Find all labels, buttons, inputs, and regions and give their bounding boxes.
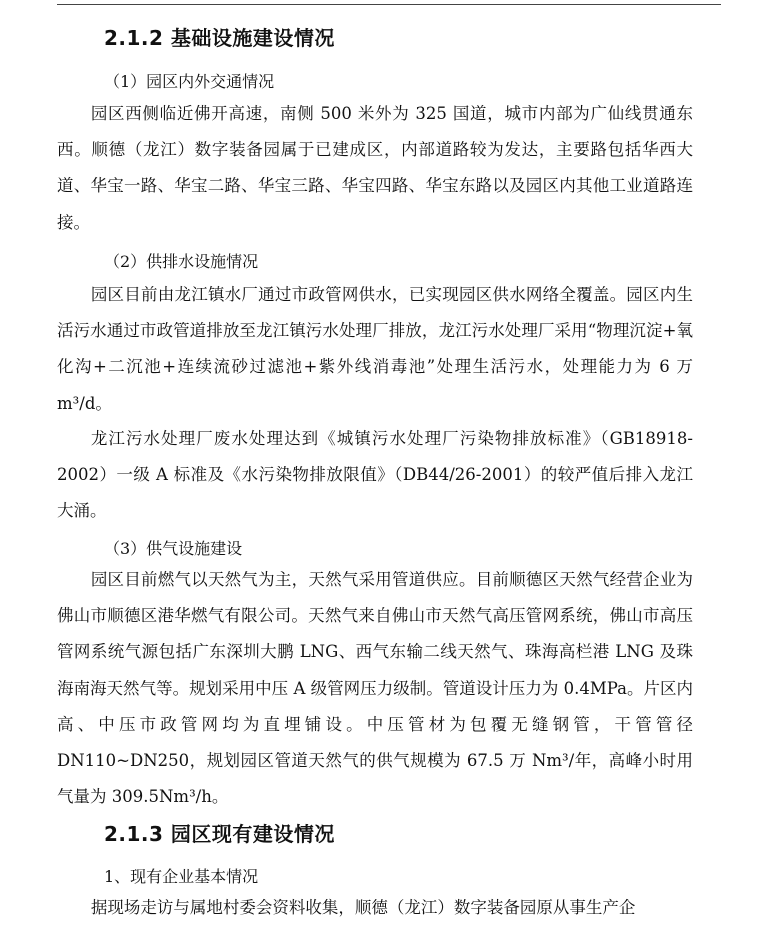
section-2-1-2-title: 2.1.2 基础设施建设情况: [104, 26, 335, 50]
enterprise-heading: 1、现有企业基本情况: [104, 867, 259, 886]
gas-heading: （3）供气设施建设: [104, 539, 243, 558]
water-paragraph-2: 龙江污水处理厂废水处理达到《城镇污水处理厂污染物排放标准》（GB18918-2002）一级 A 标准及《水污染物排放限值》（DB44/26-2001）的较严值后排入龙江大涌。: [57, 429, 693, 521]
water-paragraph-1: 园区目前由龙江镇水厂通过市政管网供水，已实现园区供水网络全覆盖。园区内生活污水通过市政管道排放至龙江镇污水处理厂排放，龙江污水处理厂采用“物理沉淀+氧化沟+二沉池+连续流砂过滤池+紫外线消毒池”处理生活污水，处理能力为 6 万 m³/d。: [57, 285, 693, 413]
gas-paragraph: 园区目前燃气以天然气为主，天然气采用管道供应。目前顺德区天然气经营企业为佛山市顺德区港华燃气有限公司。天然气来自佛山市天然气高压管网系统，佛山市高压管网系统气源包括广东深圳大鹏 LNG、西气东输二线天然气、珠海高栏港 LNG 及珠海南海天然气等。规划采用中压 A 级管网压力级制。管道设计压力为 0.4MPa。片区内高、中压市政管网均为直埋铺设。中压管材为包覆无缝钢管，干管管径 DN110~DN250，规划园区管道天然气的供气规模为 67.5 万 Nm³/年，高峰小时用气量为 309.5Nm³/h。: [57, 570, 693, 807]
traffic-heading: （1）园区内外交通情况: [104, 72, 275, 91]
enterprise-paragraph: 据现场走访与属地村委会资料收集，顺德（龙江）数字装备园原从事生产企: [90, 898, 636, 917]
section-2-1-3-title: 2.1.3 园区现有建设情况: [104, 822, 335, 846]
traffic-paragraph: 园区西侧临近佛开高速，南侧 500 米外为 325 国道，城市内部为广仙线贯通东西。顺德（龙江）数字装备园属于已建成区，内部道路较为发达，主要路包括华西大道、华宝一路、华宝二路、华宝三路、华宝四路、华宝东路以及园区内其他工业道路连接。: [57, 104, 693, 232]
water-heading: （2）供排水设施情况: [104, 252, 259, 271]
top-rule: [57, 4, 721, 5]
